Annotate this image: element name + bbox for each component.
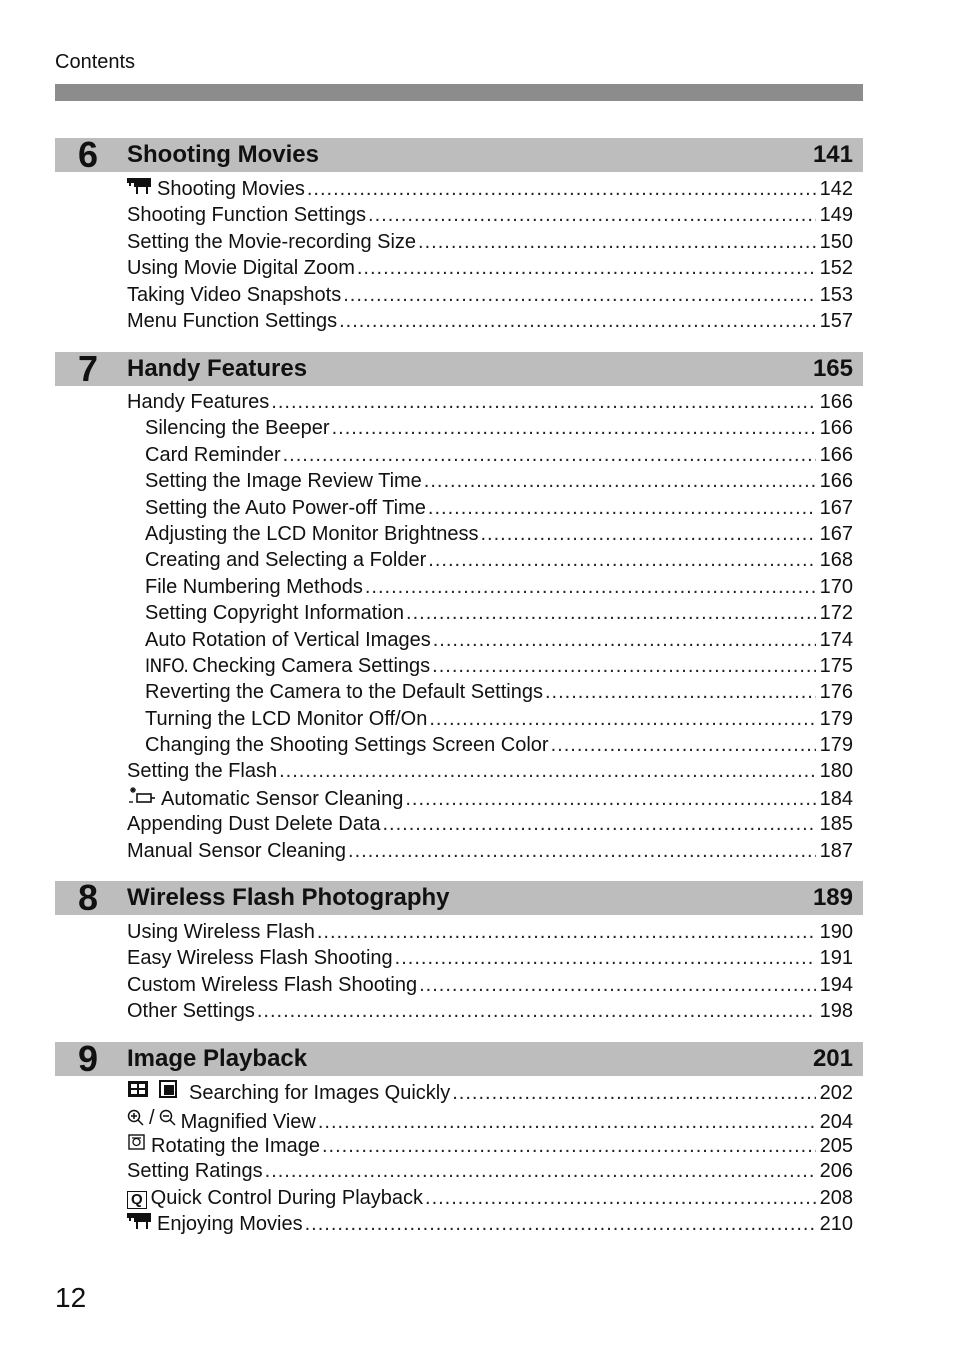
toc-entry[interactable] <box>127 653 853 679</box>
dot-leader <box>343 282 815 308</box>
dot-leader <box>368 202 816 228</box>
entry-title: Enjoying Movies <box>157 1212 303 1235</box>
rotate-icon <box>127 1132 147 1152</box>
entry-title: Quick Control During Playback <box>150 1186 424 1209</box>
toc-entry[interactable] <box>127 706 853 732</box>
toc-entry[interactable] <box>127 679 853 705</box>
entry-page: 191 <box>819 947 853 970</box>
entry-page: 190 <box>819 921 853 943</box>
dot-leader <box>429 706 815 732</box>
chapter-number: 8 <box>77 877 99 918</box>
entry-title: Taking Video Snapshots <box>127 283 342 306</box>
chapter-title: Image Playback <box>127 1045 308 1072</box>
entry-page: 166 <box>819 470 853 493</box>
dot-leader <box>383 811 816 837</box>
sensor-cleaning-icon <box>127 785 157 805</box>
entry-title: Setting the Movie-recording Size <box>127 230 417 253</box>
dot-leader <box>339 308 816 334</box>
dot-leader <box>551 732 816 758</box>
dot-leader <box>271 389 815 415</box>
entry-page: 157 <box>819 309 853 332</box>
entry-page: 194 <box>819 973 853 996</box>
entry-title: Other Settings <box>127 1000 255 1023</box>
toc-entry[interactable] <box>127 1158 853 1184</box>
toc-entry[interactable] <box>127 389 853 415</box>
entry-page: 150 <box>819 230 853 253</box>
entry-title: Easy Wireless Flash Shooting <box>127 947 393 970</box>
entry-page: 180 <box>819 760 853 783</box>
toc-entry[interactable] <box>127 415 853 441</box>
entry-title: Automatic Sensor Cleaning <box>161 787 404 810</box>
dot-leader <box>322 1133 816 1159</box>
toc-entry[interactable] <box>127 1211 853 1237</box>
toc-entry[interactable] <box>127 1079 853 1105</box>
chapter-number: 7 <box>77 348 99 389</box>
entry-title: Appending Dust Delete Data <box>127 813 381 836</box>
page-number: 12 <box>55 1282 87 1313</box>
chapter-page: 165 <box>812 355 853 382</box>
dot-leader <box>283 442 816 468</box>
entry-title: Silencing the Beeper <box>145 417 330 440</box>
entry-page: 168 <box>819 549 853 572</box>
toc-entry[interactable] <box>127 255 853 281</box>
chapter-number: 6 <box>77 134 99 175</box>
entry-page: 206 <box>819 1160 853 1183</box>
dot-leader <box>365 574 816 600</box>
entry-page: 208 <box>819 1186 853 1209</box>
dot-leader <box>406 600 816 626</box>
dot-leader <box>452 1080 815 1106</box>
toc-entry[interactable] <box>127 229 853 255</box>
entry-page: 170 <box>819 575 853 598</box>
entry-title: Adjusting the LCD Monitor Brightness <box>145 522 479 545</box>
dot-leader <box>395 945 816 971</box>
toc-entry[interactable] <box>127 495 853 521</box>
dot-leader <box>279 758 816 784</box>
entry-page: 166 <box>819 417 853 440</box>
toc-entry[interactable] <box>127 1132 853 1158</box>
entry-page: 152 <box>819 257 853 280</box>
entry-title: Handy Features <box>127 391 270 413</box>
toc-entry[interactable] <box>127 919 853 945</box>
movie-camera-icon <box>127 177 153 195</box>
entry-page: 167 <box>819 522 853 545</box>
toc-entry[interactable] <box>127 1105 853 1134</box>
chapter-entries <box>127 919 853 1025</box>
dot-leader <box>424 468 816 494</box>
dot-leader <box>432 653 815 679</box>
dot-leader <box>428 495 816 521</box>
entry-title: Setting the Image Review Time <box>145 470 422 493</box>
entry-title: Manual Sensor Cleaning <box>127 839 347 862</box>
dot-leader <box>405 786 815 812</box>
magnify-icons: / <box>127 1105 177 1131</box>
entry-page: 185 <box>819 813 853 836</box>
entry-title: Searching for Images Quickly <box>189 1082 451 1104</box>
dot-leader <box>425 1185 816 1211</box>
entry-page: 198 <box>819 1000 853 1023</box>
entry-title: Magnified View <box>180 1111 316 1134</box>
entry-title: File Numbering Methods <box>145 575 363 598</box>
chapter-page: 201 <box>812 1045 853 1072</box>
dot-leader <box>317 919 816 945</box>
entry-title: Card Reminder <box>145 443 281 466</box>
toc-entry[interactable] <box>127 811 853 837</box>
entry-page: 205 <box>819 1134 853 1157</box>
entry-title: Using Movie Digital Zoom <box>127 257 355 280</box>
entry-page: 184 <box>819 787 853 810</box>
dot-leader <box>318 1109 816 1135</box>
entry-title: Custom Wireless Flash Shooting <box>127 973 418 996</box>
chapter-title: Handy Features <box>127 355 308 382</box>
entry-title: Rotating the Image <box>151 1134 320 1157</box>
entry-page: 172 <box>819 602 853 625</box>
entry-page: 210 <box>819 1212 853 1235</box>
entry-title: Menu Function Settings <box>127 309 338 332</box>
quick-control-icon: Q <box>127 1191 147 1209</box>
entry-title: Setting the Auto Power-off Time <box>145 496 426 519</box>
chapter-header[interactable] <box>55 134 863 175</box>
entry-title: Shooting Movies <box>157 178 305 200</box>
dot-leader <box>419 972 816 998</box>
dot-leader <box>481 521 816 547</box>
entry-page: 166 <box>819 443 853 466</box>
entry-page: 204 <box>819 1111 853 1134</box>
entry-page: 175 <box>819 654 853 677</box>
chapter-header[interactable] <box>55 348 863 389</box>
dot-leader <box>357 255 816 281</box>
chapter-entries <box>127 389 853 864</box>
chapter-number: 9 <box>77 1038 99 1079</box>
chapter-header[interactable] <box>55 1038 863 1079</box>
entry-title: Setting the Flash <box>127 760 278 783</box>
dot-leader <box>257 998 816 1024</box>
header-label: Contents <box>55 51 136 73</box>
entry-page: 202 <box>819 1082 853 1104</box>
info-button-icon: INFO. <box>145 654 189 677</box>
index-jump-icons <box>127 1079 185 1099</box>
toc-entry[interactable] <box>127 547 853 573</box>
toc-entry[interactable] <box>127 838 853 864</box>
entry-title: Reverting the Camera to the Default Settings <box>145 681 543 704</box>
entry-title: Creating and Selecting a Folder <box>145 549 427 572</box>
toc-entry[interactable] <box>127 308 853 334</box>
chapter-entries <box>127 1079 853 1237</box>
toc-entry[interactable] <box>127 600 853 626</box>
toc-entry[interactable] <box>127 758 853 784</box>
entry-page: 187 <box>819 839 853 862</box>
dot-leader <box>265 1158 816 1184</box>
dot-leader <box>428 547 815 573</box>
toc-entry[interactable] <box>127 176 853 202</box>
entry-page: 167 <box>819 496 853 519</box>
entry-page: 179 <box>819 707 853 730</box>
toc-entry[interactable] <box>127 998 853 1024</box>
dot-leader <box>348 838 816 864</box>
toc-entry[interactable] <box>127 574 853 600</box>
chapter-page: 189 <box>812 884 853 911</box>
toc-entry[interactable] <box>127 972 853 998</box>
chapter-entries <box>127 176 853 334</box>
entry-title: Setting Ratings <box>127 1160 263 1183</box>
entry-page: 166 <box>819 391 853 413</box>
toc-entry[interactable] <box>127 1185 853 1211</box>
toc-entry[interactable] <box>127 785 853 811</box>
entry-title: Shooting Function Settings <box>127 204 367 227</box>
dot-leader <box>305 1211 816 1237</box>
entry-title: Auto Rotation of Vertical Images <box>145 628 431 651</box>
chapter-header[interactable] <box>55 877 863 918</box>
dot-leader <box>418 229 816 255</box>
entry-page: 153 <box>819 283 853 306</box>
entry-title: Using Wireless Flash <box>127 921 315 943</box>
toc-entry[interactable] <box>127 521 853 547</box>
entry-page: 142 <box>819 178 853 200</box>
dot-leader <box>332 415 816 441</box>
toc-entry[interactable] <box>127 202 853 228</box>
toc-entry[interactable] <box>127 945 853 971</box>
dot-leader <box>433 627 816 653</box>
toc-entry[interactable] <box>127 442 853 468</box>
chapter-title: Shooting Movies <box>127 141 319 168</box>
toc-entry[interactable] <box>127 627 853 653</box>
dot-leader <box>307 176 816 202</box>
entry-title: Turning the LCD Monitor Off/On <box>145 707 428 730</box>
entry-page: 179 <box>819 734 853 757</box>
toc-entry[interactable] <box>127 282 853 308</box>
movie-camera-icon <box>127 1212 153 1230</box>
header-rule <box>55 84 863 101</box>
entry-page: 174 <box>819 628 853 651</box>
toc-entry[interactable] <box>127 732 853 758</box>
entry-page: 149 <box>819 204 853 227</box>
entry-page: 176 <box>819 681 853 704</box>
entry-title: Checking Camera Settings <box>192 654 431 677</box>
toc-entry[interactable] <box>127 468 853 494</box>
entry-title: Setting Copyright Information <box>145 602 405 625</box>
chapter-page: 141 <box>812 141 853 168</box>
chapter-title: Wireless Flash Photography <box>127 884 450 911</box>
dot-leader <box>545 679 816 705</box>
entry-title: Changing the Shooting Settings Screen Color <box>145 734 549 757</box>
